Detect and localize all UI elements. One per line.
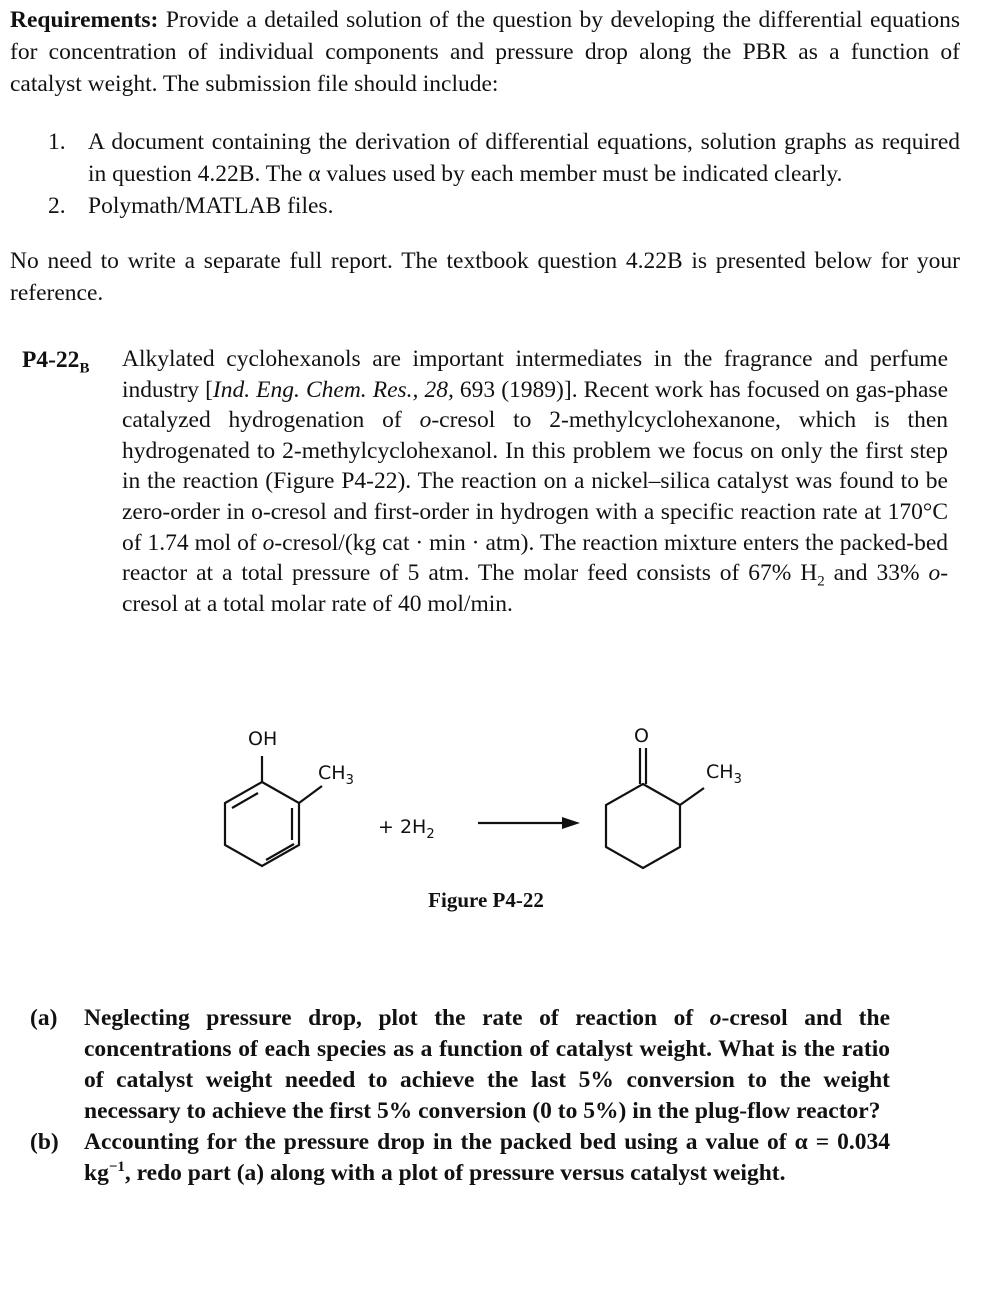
part-label: (b) [30,1129,59,1155]
part-text: Accounting for the pressure drop in the packed bed using a value of α = 0.034 $kg^{-1}$, redo part (a) along with a plot of pressure versus catalyst weight. [84,1129,890,1186]
oh-label: OH [248,728,278,750]
problem-label: $P4-22_B$ [22,347,90,377]
question-part-a [30,1003,890,1127]
list-item [48,126,960,190]
requirements-text: Provide a detailed solution of the question by developing the differential equations for concentration of individual components and pressure drop along the PBR as a function of catalyst weight. The submission file should include: [10,7,961,97]
part-text: Neglecting pressure drop, plot the rate of reaction of o-cresol and the concentrations of each species as a function of catalyst weight. What is the ratio of catalyst weight needed to achieve the last 5% conversion to the weight necessary to achieve the first 5% conversion (0 to 5%) in the plug-flow reactor? [84,1005,890,1124]
requirements-label: Requirements: [10,7,159,33]
part-label: (a) [30,1005,58,1031]
list-item-number: 1. [48,129,66,155]
ch3-left-label: $CH_3$ [318,762,354,788]
list-item-text: A document containing the derivation of differential equations, solution graphs as required in question 4.22B. The α values used by each member must be indicated clearly. [88,129,960,187]
methylcyclohexanone-structure [606,748,704,868]
requirements-paragraph [10,4,960,100]
question-parts [30,1003,890,1189]
citation-journal: Ind. Eng. Chem. Res., [212,376,419,403]
deliverables-list [48,126,960,222]
reference-note: No need to write a separate full report. The textbook question 4.22B is presented below for your reference. [10,248,960,306]
o-cresol-structure [225,756,322,866]
list-item-number: 2. [48,193,66,219]
list-item [48,190,960,222]
problem-label-subscript: B [79,360,90,377]
o-label: O [634,725,649,747]
reaction-arrow [478,817,580,829]
citation-volume: 28, [424,376,454,403]
ch3-right-label: $CH_3$ [706,761,742,787]
figure-caption: Figure P4-22 [428,888,544,912]
hydrogen-reactant: + $2H_2$ [378,816,435,842]
problem-statement: Alkylated cyclohexanols are important intermediates in the fragrance and perfume industry [Ind. Eng. Chem. Res., 28, 693 (1989)]. Recent work has focused on gas-phase catalyzed hydrogenation of o-cresol to 2-methylcyclohexanone, which is then hydrogenated to 2-methylcyclohexanol. In this problem we focus on only the first step in the reaction (Figure P4-22). The reaction on a nickel–silica catalyst was found to be zero-order in o-cresol and first-order in hydrogen with a specific reaction rate at 170°C of 1.74 mol of o-cresol/(kg cat · min · atm). The reaction mixture enters the packed-bed reactor at a total pressure of 5 atm. The molar feed consists of 67% $H_2$ and 33% o-cresol at a total molar rate of 40 mol/min. [122,346,949,617]
list-item-text: Polymath/MATLAB files. [88,193,334,219]
question-part-b [30,1127,890,1189]
